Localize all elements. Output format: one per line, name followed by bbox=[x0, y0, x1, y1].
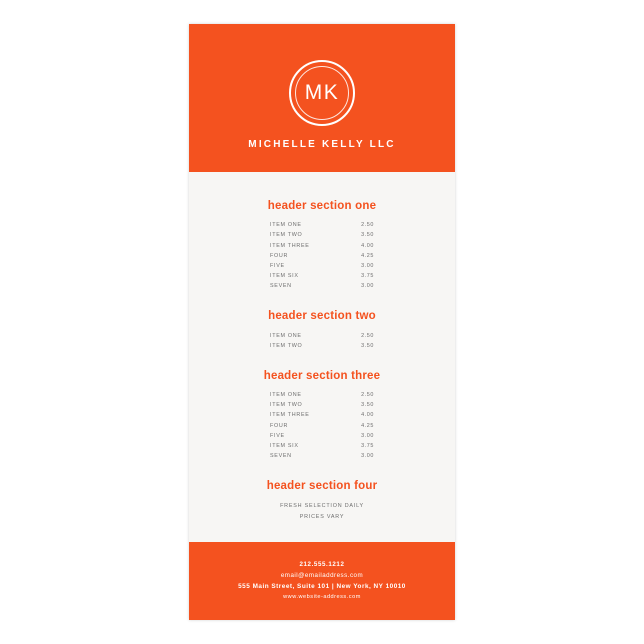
item-name: FOUR bbox=[270, 422, 289, 429]
item-name: ITEM ONE bbox=[270, 392, 302, 399]
monogram-initials: MK bbox=[304, 81, 340, 104]
item-price: 2.50 bbox=[361, 332, 374, 339]
item-price: 2.50 bbox=[361, 222, 374, 229]
section-title: header section three bbox=[263, 369, 381, 382]
list-item bbox=[270, 252, 374, 262]
item-price: 3.50 bbox=[361, 232, 374, 239]
monogram-logo bbox=[289, 60, 355, 126]
item-name: ITEM TWO bbox=[270, 232, 303, 239]
item-price: 3.00 bbox=[361, 263, 374, 269]
menu-section-two bbox=[189, 310, 455, 351]
section-title: header section one bbox=[267, 200, 377, 212]
list-item bbox=[270, 411, 374, 421]
brand-name: MICHELLE KELLY LLC bbox=[248, 139, 396, 150]
note-line: FRESH SELECTION DAILY bbox=[280, 503, 364, 510]
section-title: header section four bbox=[266, 480, 378, 493]
item-name: ITEM TWO bbox=[270, 402, 303, 409]
item-price: 3.00 bbox=[361, 453, 374, 460]
item-price: 4.25 bbox=[361, 252, 374, 259]
list-item bbox=[270, 331, 374, 341]
list-item bbox=[270, 262, 374, 272]
menu-section-three bbox=[189, 370, 455, 462]
list-item bbox=[270, 241, 374, 251]
item-list bbox=[270, 391, 374, 462]
item-name: SEVEN bbox=[270, 283, 292, 290]
item-name: FIVE bbox=[270, 432, 285, 439]
item-price: 3.50 bbox=[361, 402, 374, 409]
list-item bbox=[270, 282, 374, 292]
footer-address: 555 Main Street, Suite 101 | New York, NY 10010 bbox=[238, 583, 406, 591]
list-item bbox=[270, 421, 374, 431]
item-name: FOUR bbox=[270, 252, 289, 259]
item-name: FIVE bbox=[270, 263, 285, 269]
item-price: 4.00 bbox=[361, 242, 374, 249]
item-price: 4.25 bbox=[361, 422, 374, 429]
item-name: ITEM TWO bbox=[270, 342, 303, 349]
list-item bbox=[270, 442, 374, 452]
item-price: 3.00 bbox=[361, 432, 374, 439]
item-name: ITEM THREE bbox=[270, 242, 310, 249]
list-item bbox=[270, 342, 374, 352]
footer-phone: 212.555.1212 bbox=[299, 560, 345, 568]
footer-website: www.website-address.com bbox=[283, 593, 361, 600]
section-title: header section two bbox=[268, 310, 376, 323]
list-item bbox=[270, 432, 374, 442]
card-footer bbox=[189, 542, 455, 620]
item-name: ITEM ONE bbox=[270, 332, 302, 339]
note-list bbox=[189, 501, 455, 522]
item-name: SEVEN bbox=[270, 453, 292, 460]
card-body bbox=[189, 172, 455, 542]
item-name: ITEM THREE bbox=[270, 412, 310, 419]
list-item bbox=[270, 221, 374, 231]
rack-card bbox=[189, 24, 455, 620]
item-price: 4.00 bbox=[361, 412, 374, 419]
item-price: 3.00 bbox=[361, 283, 374, 290]
item-price: 3.75 bbox=[361, 443, 374, 450]
list-item bbox=[270, 401, 374, 411]
item-name: ITEM ONE bbox=[270, 222, 302, 229]
item-list bbox=[270, 331, 374, 351]
footer-email: email@emailaddress.com bbox=[280, 571, 364, 579]
card-header bbox=[189, 24, 455, 172]
item-price: 2.50 bbox=[361, 392, 374, 399]
note-line: PRICES VARY bbox=[299, 513, 345, 520]
item-name: ITEM SIX bbox=[270, 443, 299, 450]
item-price: 3.75 bbox=[361, 273, 374, 280]
list-item bbox=[270, 231, 374, 241]
menu-section-four bbox=[189, 480, 455, 522]
list-item bbox=[270, 272, 374, 282]
item-name: ITEM SIX bbox=[270, 273, 299, 280]
list-item bbox=[270, 391, 374, 401]
item-list bbox=[270, 221, 374, 292]
item-price: 3.50 bbox=[361, 342, 374, 349]
menu-section-one bbox=[189, 200, 455, 292]
list-item bbox=[270, 452, 374, 462]
